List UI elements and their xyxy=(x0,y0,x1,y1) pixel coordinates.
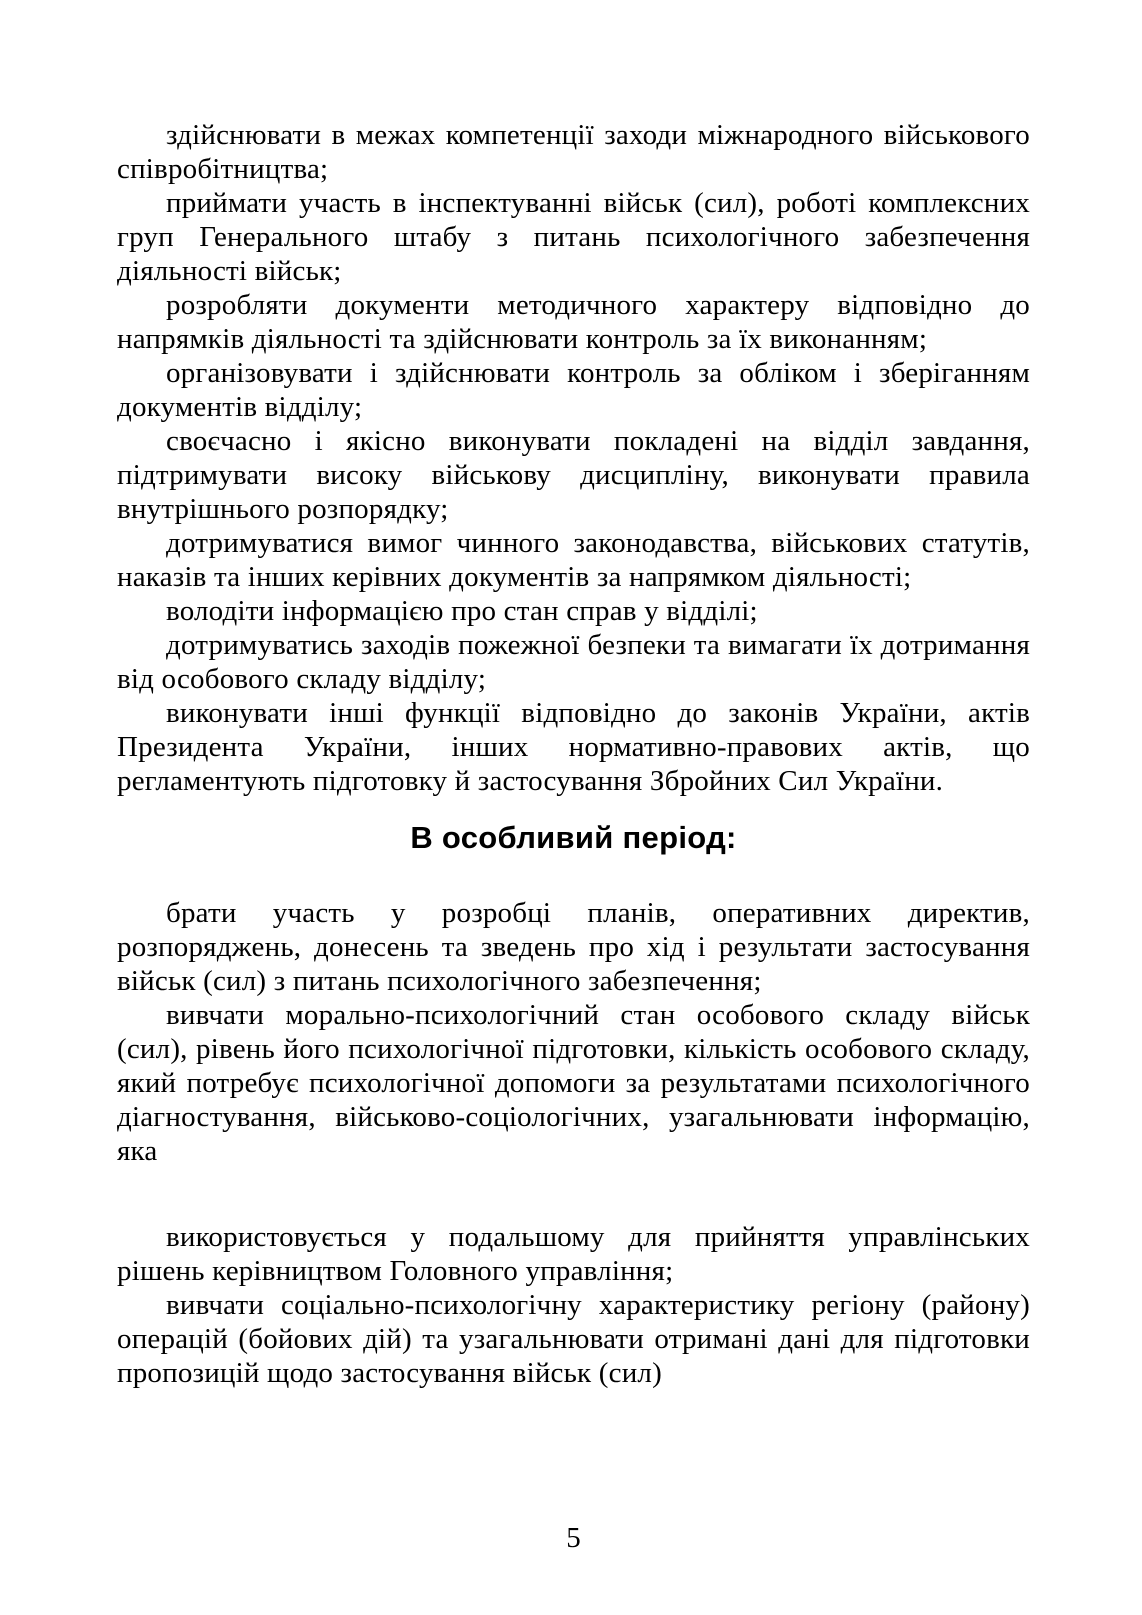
paragraph: брати участь у розробці планів, оперативних директив, розпоряджень, донесень та зведень про хід і результати застосування військ (сил) з питань психологічного забезпечення; xyxy=(117,897,1030,997)
paragraph: володіти інформацією про стан справ у відділі; xyxy=(166,595,758,627)
section-heading: В особливий період: xyxy=(410,820,737,855)
paragraph: виконувати інші функції відповідно до законів України, актів Президента України, інших нормативно-правових актів, що регламентують підготовку й застосування Збройних Сил України. xyxy=(117,697,1030,797)
paragraph: організовувати і здійснювати контроль за обліком і зберіганням документів відділу; xyxy=(117,357,1030,423)
document-content xyxy=(117,118,1030,1390)
paragraph: використовується у подальшому для прийняття управлінських рішень керівництвом Головного управління; xyxy=(117,1221,1030,1287)
paragraph: дотримуватися вимог чинного законодавства, військових статутів, наказів та інших керівних документів за напрямком діяльності; xyxy=(117,527,1030,593)
paragraph: здійснювати в межах компетенції заходи міжнародного військового співробітництва; xyxy=(117,119,1030,185)
paragraph: вивчати морально-психологічний стан особового складу військ (сил), рівень його психологічної підготовки, кількість особового складу, який потребує психологічної допомоги за результатами психологічного діагностування, військово-соціологічних, узагальнювати інформацію, яка xyxy=(117,999,1030,1167)
paragraph: своєчасно і якісно виконувати покладені на відділ завдання, підтримувати високу військову дисципліну, виконувати правила внутрішнього розпорядку; xyxy=(117,425,1030,525)
paragraph: вивчати соціально-психологічну характеристику регіону (району) операцій (бойових дій) та узагальнювати отримані дані для підготовки пропозицій щодо застосування військ (сил) xyxy=(117,1289,1030,1389)
paragraph: приймати участь в інспектуванні військ (сил), роботі комплексних груп Генерального штабу з питань психологічного забезпечення діяльності військ; xyxy=(117,187,1030,287)
paragraph: дотримуватись заходів пожежної безпеки та вимагати їх дотримання від особового складу відділу; xyxy=(117,629,1030,695)
page-number: 5 xyxy=(566,1522,581,1554)
paragraph: розробляти документи методичного характеру відповідно до напрямків діяльності та здійснювати контроль за їх виконанням; xyxy=(117,289,1030,355)
